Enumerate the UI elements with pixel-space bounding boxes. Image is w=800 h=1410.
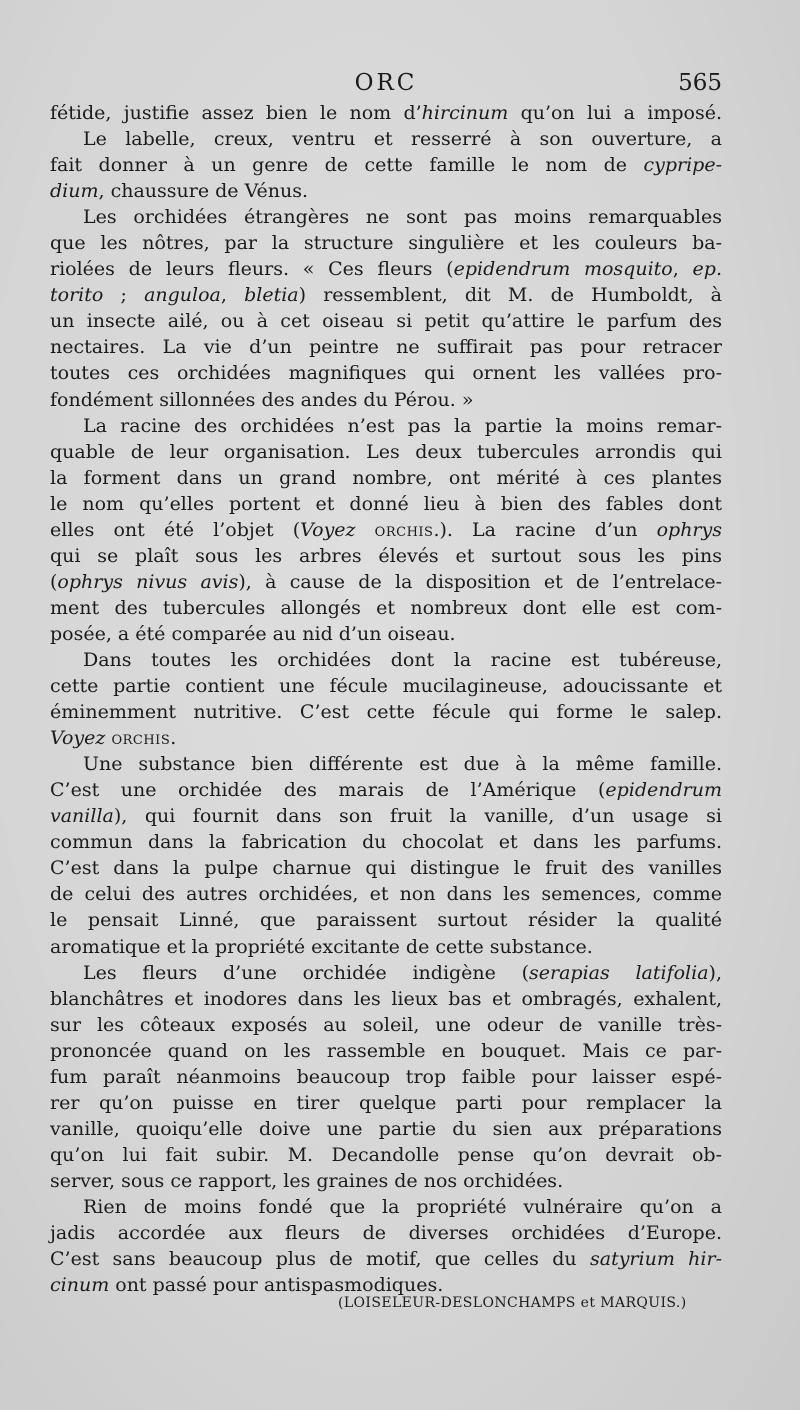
text-line <box>50 829 722 855</box>
text-run: Une substance bien différente est due à la même famille. <box>83 753 722 776</box>
text-run: rer qu’on puisse en tirer quelque parti pour remplacer la <box>50 1091 722 1114</box>
text-line <box>50 673 722 699</box>
page-header <box>50 66 722 100</box>
text-line <box>50 699 722 725</box>
text-line <box>50 517 722 543</box>
text-run: toutes ces orchidées magnifiques qui ornent les vallées pro- <box>50 362 722 385</box>
text-run: ), qui fournit dans son fruit la vanille, d’un usage si <box>113 805 722 828</box>
text-line <box>50 543 722 569</box>
text-run: qu’on lui fait subir. M. Decandolle pense qu’on devrait ob- <box>50 1143 722 1166</box>
body-text <box>50 100 722 1298</box>
text-line <box>50 256 722 282</box>
text-line <box>50 934 722 960</box>
text-run: blanchâtres et inodores dans les lieux bas et ombragés, exhalent, <box>50 987 722 1010</box>
text-run: de celui des autres orchidées, et non dans les semences, comme <box>50 883 722 906</box>
text-run: éminemment nutritive. C’est cette fécule qui forme le salep. <box>50 701 722 724</box>
text-line <box>50 1038 722 1064</box>
text-line <box>50 855 722 881</box>
small-caps-run: ORCHIS <box>111 733 171 749</box>
text-run: quable de leur organisation. Les deux tubercules arrondis qui <box>50 440 722 463</box>
text-run: sur les côteaux exposés au soleil, une odeur de vanille très- <box>50 1013 722 1036</box>
italic-run: ep. <box>692 258 722 281</box>
text-line <box>50 803 722 829</box>
text-run: ), à cause de la disposition et de l’entrelace- <box>238 570 722 593</box>
italic-run: epidendrum mosquito <box>453 258 673 281</box>
text-line <box>50 152 722 178</box>
text-line <box>50 387 722 413</box>
text-line <box>50 751 722 777</box>
text-line <box>50 595 722 621</box>
text-line <box>50 1012 722 1038</box>
text-run: Les fleurs d’une orchidée indigène ( <box>83 961 530 984</box>
text-run: , <box>672 258 693 281</box>
text-run: C’est sans beaucoup plus de motif, que celles du <box>50 1248 590 1271</box>
text-run: ), <box>708 961 722 984</box>
italic-run: torito <box>50 284 104 307</box>
italic-run: anguloa <box>144 284 221 307</box>
italic-run: ophrys <box>656 518 722 541</box>
text-run: qui se plaît sous les arbres élevés et surtout sous les pins <box>50 544 722 567</box>
italic-run: bletia <box>244 284 299 307</box>
page-number: 565 <box>678 70 722 96</box>
text-line <box>50 282 722 308</box>
text-line <box>50 360 722 386</box>
text-line <box>50 881 722 907</box>
text-line <box>50 621 722 647</box>
text-line <box>50 413 722 439</box>
text-run: nectaires. La vie d’un peintre ne suffirait pas pour retracer <box>50 336 722 359</box>
text-line <box>50 777 722 803</box>
text-run: jadis accordée aux fleurs de diverses orchidées d’Europe. <box>50 1222 722 1245</box>
text-run: un insecte ailé, ou à cet oiseau si petit qu’attire le parfum des <box>50 310 722 333</box>
text-line <box>50 1064 722 1090</box>
text-run: Les orchidées étrangères ne sont pas moins remarquables <box>83 206 722 229</box>
text-run: ; <box>103 284 145 307</box>
text-line <box>50 1246 722 1272</box>
text-line <box>50 230 722 256</box>
text-run: , <box>220 284 245 307</box>
text-run: Rien de moins fondé que la propriété vulnéraire qu’on a <box>83 1195 722 1218</box>
text-run: fétide, justifie assez bien le nom d’ <box>50 102 422 124</box>
text-line <box>50 1194 722 1220</box>
italic-run: cinum <box>50 1274 110 1297</box>
italic-run: serapias latifolia <box>529 961 709 984</box>
text-run: C’est une orchidée des marais de l’Amérique ( <box>50 779 606 802</box>
italic-run: Voyez <box>50 727 106 750</box>
italic-run: satyrium hir- <box>589 1248 722 1271</box>
text-line <box>50 100 722 126</box>
text-run: commun dans la fabrication du chocolat et dans les parfums. <box>50 831 722 854</box>
text-run: ment des tubercules allongés et nombreux dont elle est com- <box>50 596 722 619</box>
text-line <box>50 725 722 751</box>
text-line <box>50 491 722 517</box>
text-run: cette partie contient une fécule mucilagineuse, adoucissante et <box>50 675 722 698</box>
text-line <box>50 334 722 360</box>
small-caps-run: ORCHIS <box>374 524 434 540</box>
text-run: aromatique et la propriété excitante de cette substance. <box>50 935 593 958</box>
text-run: Le labelle, creux, ventru et resserré à son ouverture, a <box>83 128 722 151</box>
text-line <box>50 126 722 152</box>
text-run: server, sous ce rapport, les graines de nos orchidées. <box>50 1169 564 1192</box>
text-line <box>50 960 722 986</box>
text-line <box>50 439 722 465</box>
italic-run: vanilla <box>50 805 114 828</box>
text-run: ont passé pour antispasmodiques. <box>109 1274 444 1297</box>
italic-run: Voyez <box>300 518 356 541</box>
author-signature: (LOISELEUR-DESLONCHAMPS et MARQUIS.) <box>338 1295 687 1311</box>
text-run: fum paraît néanmoins beaucoup trop faible pour laisser espé- <box>50 1065 722 1088</box>
italic-run: dium <box>50 180 99 203</box>
text-line <box>50 465 722 491</box>
italic-run: ophrys nivus avis <box>57 570 239 593</box>
text-run: ( <box>50 570 58 593</box>
text-line <box>50 1116 722 1142</box>
text-run: le nom qu’elles portent et donné lieu à bien des fables dont <box>50 492 722 515</box>
text-run <box>356 519 375 541</box>
text-line <box>50 647 722 673</box>
text-run: , chaussure de Vénus. <box>98 180 309 203</box>
text-run: vanille, quoiqu’elle doive une partie du sien aux préparations <box>50 1117 722 1140</box>
text-run: C’est dans la pulpe charnue qui distingue le fruit des vanilles <box>50 857 722 880</box>
text-run: fait donner à un genre de cette famille le nom de <box>50 154 644 177</box>
text-run: que les nôtres, par la structure singulière et les couleurs ba- <box>50 232 722 255</box>
text-run: elles ont été l’objet ( <box>50 518 301 541</box>
text-line <box>50 1090 722 1116</box>
text-line <box>50 986 722 1012</box>
text-run: prononcée quand on les rassemble en bouquet. Mais ce par- <box>50 1039 722 1062</box>
text-run: le pensait Linné, que paraissent surtout résider la qualité <box>50 909 722 932</box>
text-line <box>50 907 722 933</box>
text-run: qu’on lui a imposé. <box>508 102 722 124</box>
text-run: la forment dans un grand nombre, ont mérité à ces plantes <box>50 466 722 489</box>
text-line <box>50 569 722 595</box>
text-line <box>50 1220 722 1246</box>
text-line <box>50 178 722 204</box>
running-head: ORC <box>354 70 418 96</box>
text-line <box>50 1168 722 1194</box>
italic-run: hircinum <box>421 102 509 124</box>
text-run: Dans toutes les orchidées dont la racine est tubéreuse, <box>83 648 722 671</box>
text-run: . <box>170 727 177 750</box>
text-line <box>50 1142 722 1168</box>
text-run: posée, a été comparée au nid d’un oiseau. <box>50 622 456 645</box>
italic-run: cypripe- <box>643 154 722 177</box>
text-run: La racine des orchidées n’est pas la partie la moins remar- <box>83 414 722 437</box>
text-run: ) ressemblent, dit M. de Humboldt, à <box>298 284 722 307</box>
text-line <box>50 308 722 334</box>
italic-run: epidendrum <box>605 779 722 802</box>
text-run: .). La racine d’un <box>433 518 657 541</box>
text-run: riolées de leurs fleurs. « Ces fleurs ( <box>50 258 454 281</box>
text-line <box>50 204 722 230</box>
text-run: fondément sillonnées des andes du Pérou. » <box>50 388 474 411</box>
